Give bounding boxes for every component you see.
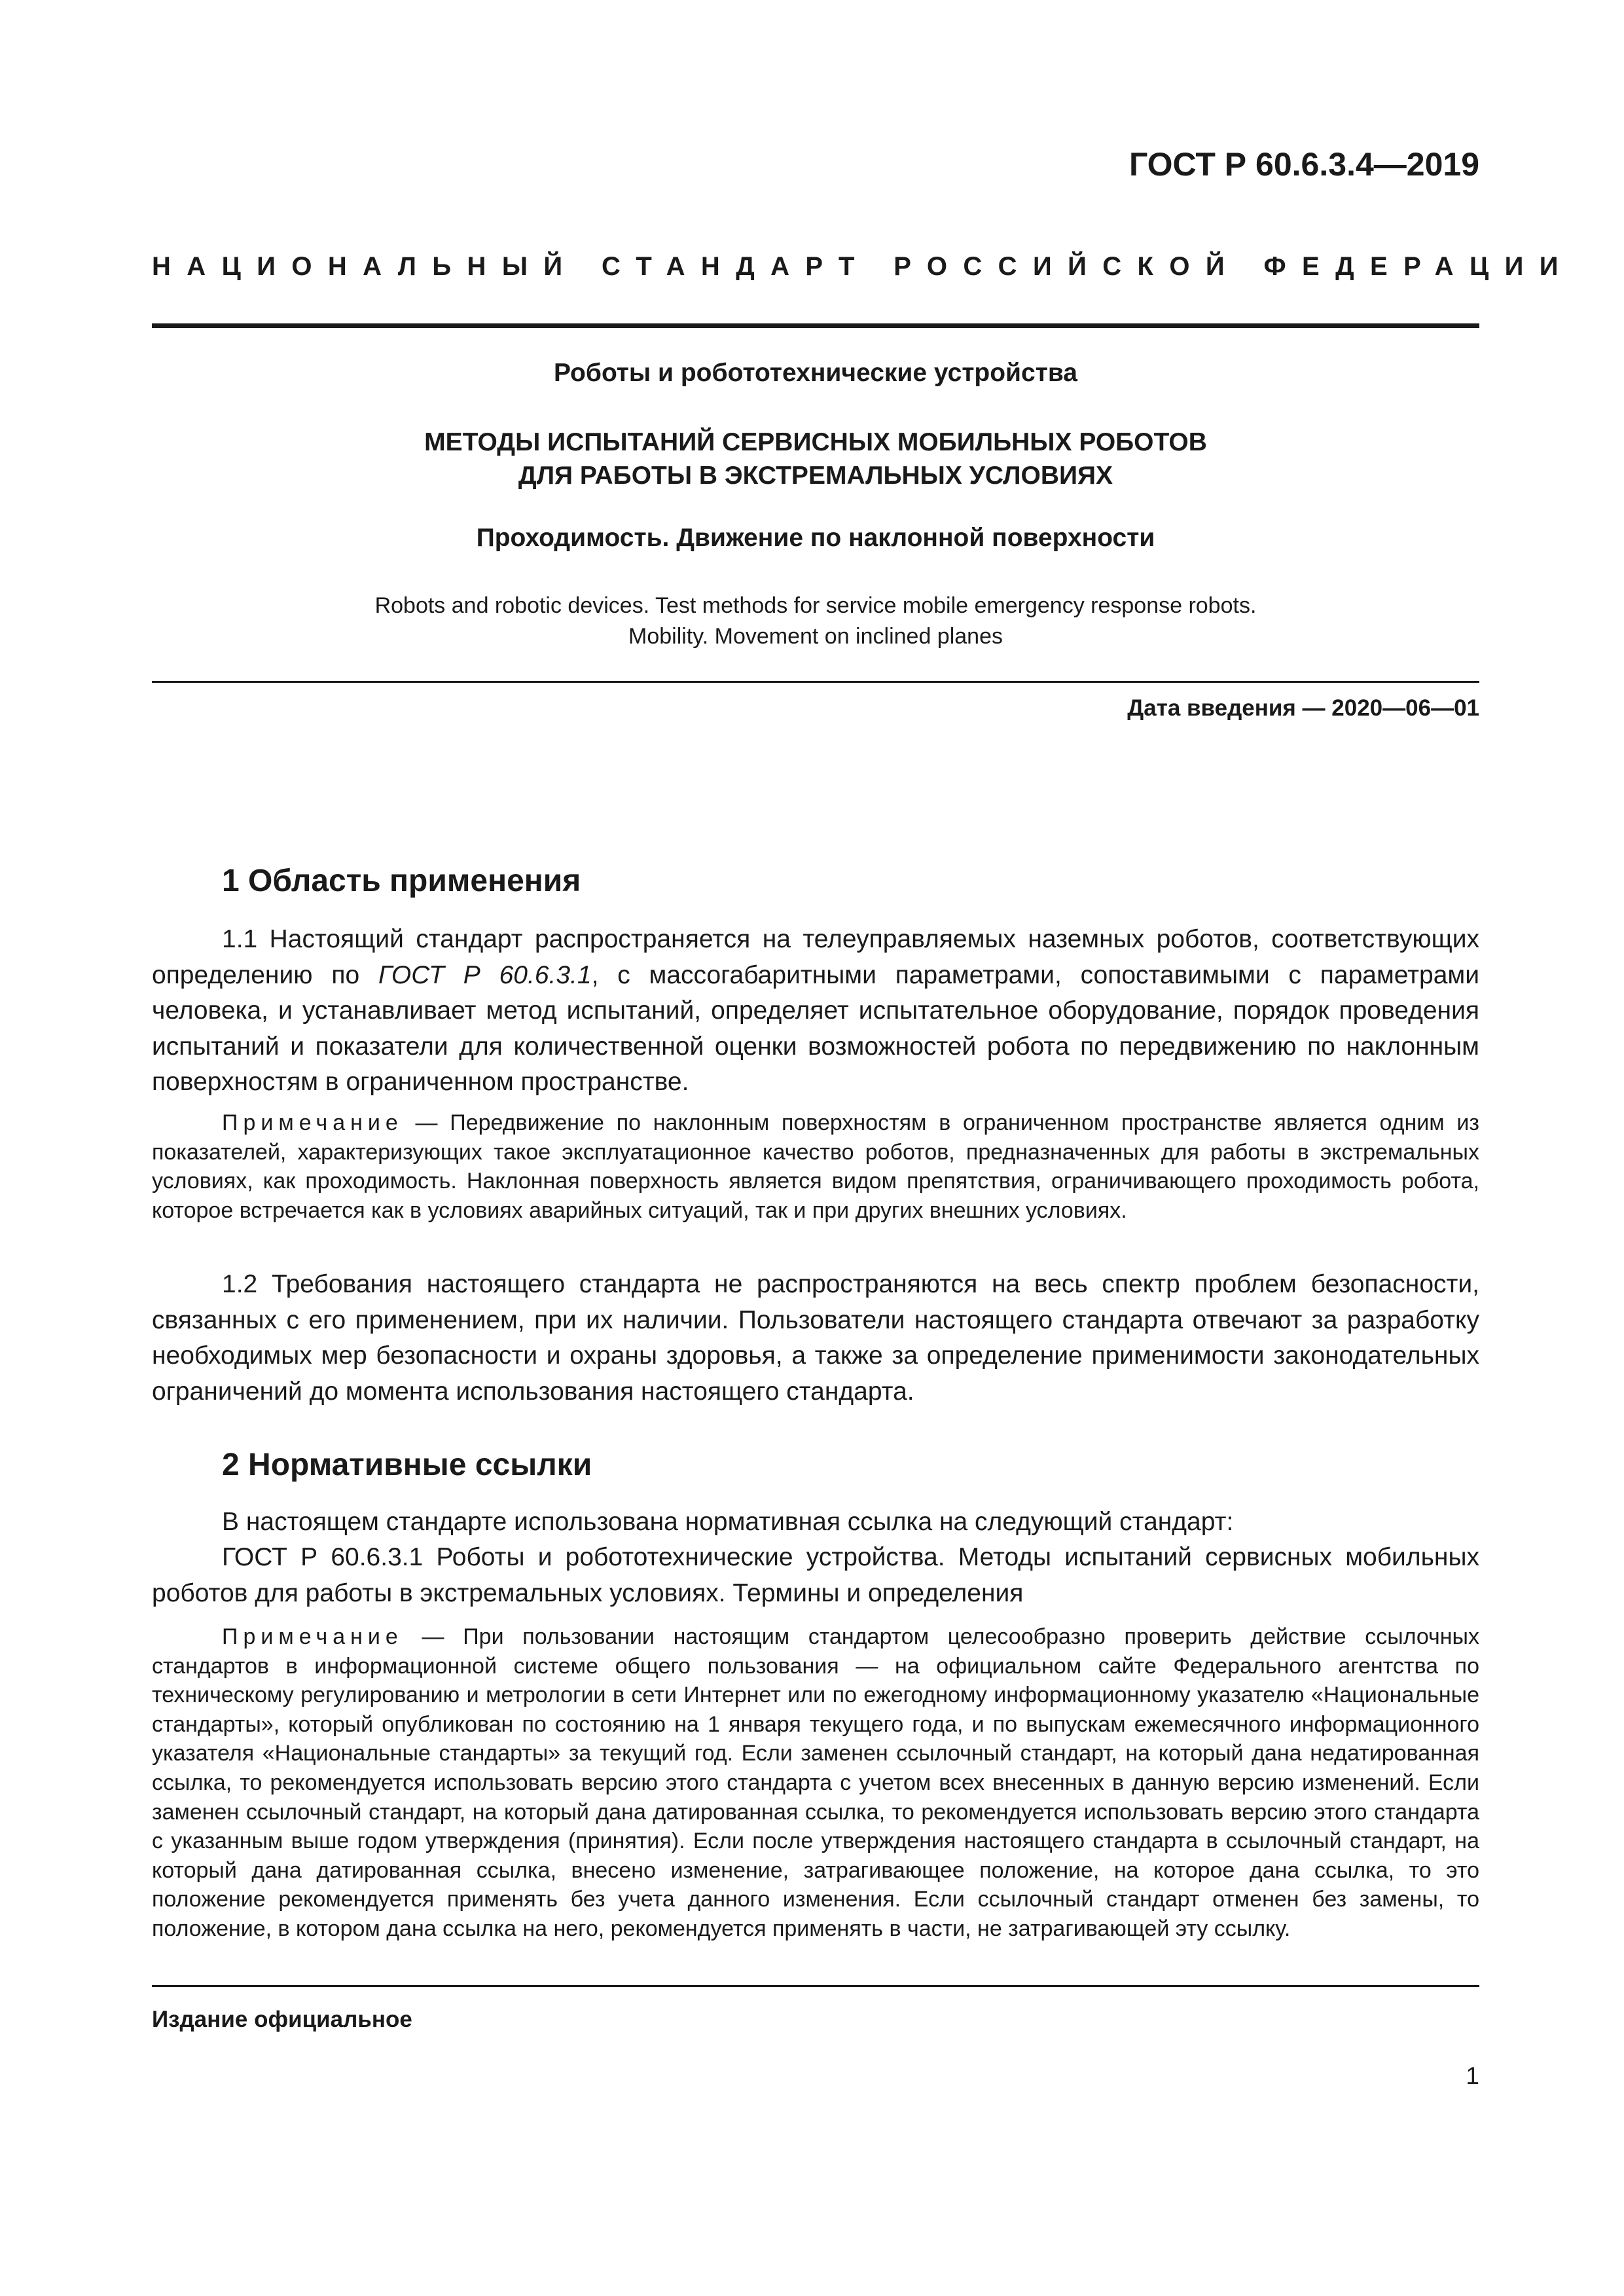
section-1-heading: 1 Область применения xyxy=(222,864,581,898)
footer-rule xyxy=(152,1985,1479,1987)
national-standard-banner: НАЦИОНАЛЬНЫЙ СТАНДАРТ РОССИЙСКОЙ ФЕДЕРАЦИИ xyxy=(152,252,1574,281)
note-body: — Передвижение по наклонным поверхностям в ограниченном пространстве является одним из показателей, характеризующих такое эксплуатационное качество роботов, предназначенных для работы в экстремальных условиях, как проходимость. Наклонная поверхность является видом препятствия, ограничивающего проходимость робота, которое встречается как в условиях аварийных ситуаций, так и при других внешних условиях. xyxy=(152,1110,1479,1223)
document-page xyxy=(152,0,1574,2296)
main-title-line-2: ДЛЯ РАБОТЫ В ЭКСТРЕМАЛЬНЫХ УСЛОВИЯХ xyxy=(518,462,1113,490)
english-title-line-2: Mobility. Movement on inclined planes xyxy=(628,624,1003,649)
paragraph-1-2: 1.2 Требования настоящего стандарта не распространяются на весь спектр проблем безопасности, связанных с его применением, при их наличии. Пользователи настоящего стандарта отвечают за разработку необходимых мер безопасности и охраны здоровья, а также за определение применимости законодательных ограничений до момента использования настоящего стандарта. xyxy=(152,1270,1479,1406)
gost-reference-link: ГОСТ Р 60.6.3.1 xyxy=(378,960,592,989)
header-rule xyxy=(152,323,1479,328)
standard-id: ГОСТ Р 60.6.3.4—2019 xyxy=(1128,146,1479,183)
section-2-note xyxy=(152,1622,1479,1944)
section-1-note xyxy=(152,1108,1479,1225)
note-label: Примечание xyxy=(222,1624,403,1649)
main-title-line-1: МЕТОДЫ ИСПЫТАНИЙ СЕРВИСНЫХ МОБИЛЬНЫХ РОБОТОВ xyxy=(424,428,1207,456)
paragraph-1-1 xyxy=(152,922,1479,1101)
normative-reference: ГОСТ Р 60.6.3.1 Роботы и робототехнические устройства. Методы испытаний сервисных мобильных роботов для работы в экстремальных условиях. Термины и определения xyxy=(152,1543,1479,1607)
main-title xyxy=(152,426,1479,492)
section-2-heading: 2 Нормативные ссылки xyxy=(222,1448,592,1482)
subtitle: Проходимость. Движение по наклонной поверхности xyxy=(476,524,1155,552)
page-number: 1 xyxy=(1466,2062,1479,2089)
section-2-intro: В настоящем стандарте использована нормативная ссылка на следующий стандарт: xyxy=(222,1508,1234,1536)
standard-group-title: Роботы и робототехнические устройства xyxy=(554,359,1077,387)
official-edition-label: Издание официальное xyxy=(152,2007,412,2032)
paragraph-1-1-start: 1.1 Настоящий стандарт распространяется на телеуправляемых наземных роботов, соответствующих определению по xyxy=(152,925,1479,989)
title-rule xyxy=(152,681,1479,683)
note-label: Примечание xyxy=(222,1110,403,1135)
note-body: — При пользовании настоящим стандартом целесообразно проверить действие ссылочных стандартов в информационной системе общего пользования — на официальном сайте Федерального агентства по техническому регулированию и метрологии в сети Интернет или по ежегодному информационному указателю «Национальные стандарты», который опубликован по состоянию на 1 января текущего года, и по выпускам ежемесячного информационного указателя «Национальные стандарты» за текущий год. Если заменен ссылочный стандарт, на который дана недатированная ссылка, то рекомендуется использовать версию этого стандарта с учетом всех внесенных в данную версию изменений. Если заменен ссылочный стандарт, на который дана датированная ссылка, то рекомендуется использовать версию этого стандарта с указанным выше годом утверждения (принятия). Если после утверждения настоящего стандарта в ссылочный стандарт, на который дана датированная ссылка, внесено изменение, затрагивающее положение, на которое дана ссылка, то это положение рекомендуется применять без учета данного изменения. Если ссылочный стандарт отменен без замены, то положение, в котором дана ссылка на него, рекомендуется применять в части, не затрагивающей эту ссылку. xyxy=(152,1624,1479,1941)
introduction-date: Дата введения — 2020—06—01 xyxy=(1127,695,1479,721)
english-title-line-1: Robots and robotic devices. Test methods for service mobile emergency response robots. xyxy=(374,593,1257,618)
paragraph-1-1-end: , с массогабаритными параметрами, сопоставимыми с параметрами человека, и устанавливает метод испытаний, определяет испытательное оборудование, порядок проведения испытаний и показатели для количественной оценки возможностей робота по передвижению по наклонным поверхностям в ограниченном пространстве. xyxy=(152,960,1480,1096)
english-title xyxy=(152,591,1479,652)
